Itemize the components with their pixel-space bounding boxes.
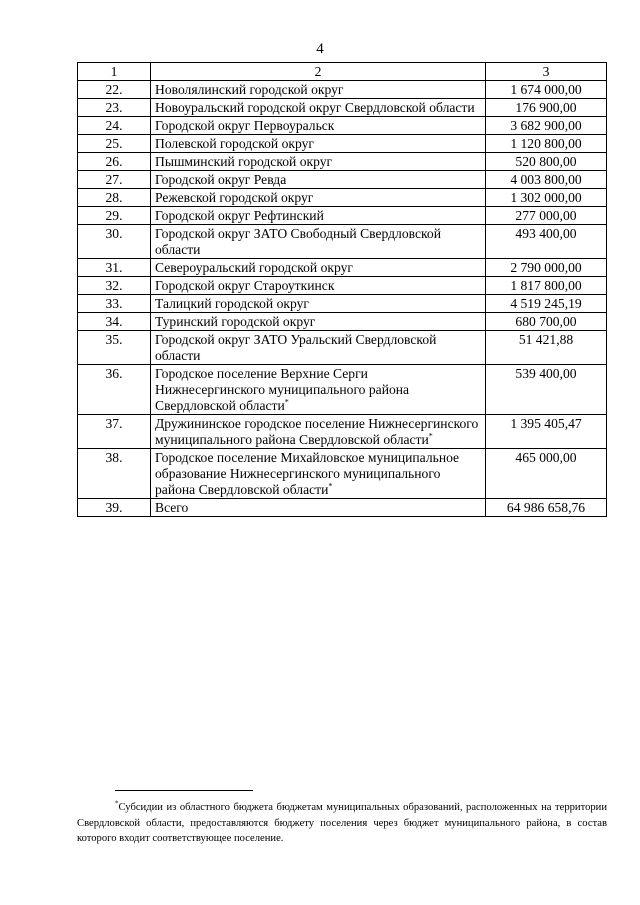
footnote-text: Субсидии из областного бюджета бюджетам муниципальных образований, расположенных на территории Свердловской области, предоставляются бюджету поселения через бюджет муниципального района, в состав которого входит соответствующее поселение. bbox=[77, 802, 607, 844]
footnote-mark: * bbox=[115, 799, 119, 808]
row-number: 27. bbox=[78, 171, 151, 189]
subsidy-amount: 1 120 800,00 bbox=[486, 135, 607, 153]
municipality-name-cell bbox=[151, 365, 486, 415]
municipality-name-cell bbox=[151, 189, 486, 207]
footnote-reference-mark: * bbox=[284, 397, 289, 407]
table-row bbox=[78, 81, 607, 99]
footnote-reference-mark: * bbox=[428, 431, 433, 441]
municipality-name: Городской округ Рефтинский bbox=[155, 208, 324, 223]
table-row bbox=[78, 259, 607, 277]
municipality-name: Режевской городской округ bbox=[155, 190, 314, 205]
subsidy-amount: 680 700,00 bbox=[486, 313, 607, 331]
table-row bbox=[78, 277, 607, 295]
row-number: 29. bbox=[78, 207, 151, 225]
subsidy-amount: 1 302 000,00 bbox=[486, 189, 607, 207]
municipality-name: Всего bbox=[155, 500, 189, 515]
subsidy-amount: 1 674 000,00 bbox=[486, 81, 607, 99]
municipality-name: Талицкий городской округ bbox=[155, 296, 309, 311]
table-row bbox=[78, 189, 607, 207]
table-row bbox=[78, 135, 607, 153]
table-row bbox=[78, 449, 607, 499]
table-row bbox=[78, 331, 607, 365]
municipality-name-cell bbox=[151, 99, 486, 117]
municipality-name: Североуральский городской округ bbox=[155, 260, 353, 275]
subsidy-amount: 4 519 245,19 bbox=[486, 295, 607, 313]
municipality-name: Новоуральский городской округ Свердловской области bbox=[155, 100, 475, 115]
municipality-name: Полевской городской округ bbox=[155, 136, 314, 151]
row-number: 34. bbox=[78, 313, 151, 331]
municipality-name: Городской округ Староуткинск bbox=[155, 278, 335, 293]
table-row bbox=[78, 295, 607, 313]
municipality-name: Городской округ ЗАТО Уральский Свердловской области bbox=[155, 332, 437, 363]
row-number: 22. bbox=[78, 81, 151, 99]
municipality-name: Новолялинский городской округ bbox=[155, 82, 344, 97]
table-header-row bbox=[78, 63, 607, 81]
subsidy-amount: 465 000,00 bbox=[486, 449, 607, 499]
table-row bbox=[78, 171, 607, 189]
subsidy-amount: 3 682 900,00 bbox=[486, 117, 607, 135]
municipality-name: Дружининское городское поселение Нижнесергинского муниципального района Свердловской области bbox=[155, 416, 479, 447]
subsidy-amount: 520 800,00 bbox=[486, 153, 607, 171]
row-number: 28. bbox=[78, 189, 151, 207]
footnote bbox=[77, 800, 607, 847]
subsidy-amount: 176 900,00 bbox=[486, 99, 607, 117]
subsidy-amount: 51 421,88 bbox=[486, 331, 607, 365]
municipality-name-cell bbox=[151, 225, 486, 259]
municipality-name-cell bbox=[151, 117, 486, 135]
table-row bbox=[78, 415, 607, 449]
municipality-name-cell bbox=[151, 207, 486, 225]
subsidy-amount: 277 000,00 bbox=[486, 207, 607, 225]
row-number: 30. bbox=[78, 225, 151, 259]
subsidy-amount: 539 400,00 bbox=[486, 365, 607, 415]
column-header-3: 3 bbox=[486, 63, 607, 81]
row-number: 25. bbox=[78, 135, 151, 153]
row-number: 35. bbox=[78, 331, 151, 365]
subsidy-amount: 1 395 405,47 bbox=[486, 415, 607, 449]
municipality-name-cell bbox=[151, 331, 486, 365]
subsidy-amount: 64 986 658,76 bbox=[486, 499, 607, 517]
municipality-name: Городское поселение Михайловское муниципальное образование Нижнесергинского муниципального района Свердловской области bbox=[155, 450, 460, 497]
municipality-name-cell bbox=[151, 171, 486, 189]
municipality-name-cell bbox=[151, 499, 486, 517]
municipality-name-cell bbox=[151, 153, 486, 171]
municipality-name-cell bbox=[151, 259, 486, 277]
municipality-name: Пышминский городской округ bbox=[155, 154, 333, 169]
subsidy-amount: 1 817 800,00 bbox=[486, 277, 607, 295]
municipality-name-cell bbox=[151, 81, 486, 99]
municipality-name-cell bbox=[151, 449, 486, 499]
row-number: 37. bbox=[78, 415, 151, 449]
subsidy-amount: 493 400,00 bbox=[486, 225, 607, 259]
municipality-name-cell bbox=[151, 295, 486, 313]
table-row bbox=[78, 207, 607, 225]
subsidy-amount: 2 790 000,00 bbox=[486, 259, 607, 277]
table-body bbox=[78, 63, 607, 517]
row-number: 36. bbox=[78, 365, 151, 415]
row-number: 39. bbox=[78, 499, 151, 517]
row-number: 32. bbox=[78, 277, 151, 295]
municipality-name: Городской округ ЗАТО Свободный Свердловской области bbox=[155, 226, 441, 257]
municipality-name-cell bbox=[151, 313, 486, 331]
table-row bbox=[78, 99, 607, 117]
subsidy-table bbox=[77, 62, 607, 517]
table-row bbox=[78, 117, 607, 135]
table-row bbox=[78, 225, 607, 259]
row-number: 38. bbox=[78, 449, 151, 499]
row-number: 23. bbox=[78, 99, 151, 117]
row-number: 33. bbox=[78, 295, 151, 313]
footnote-separator bbox=[115, 790, 253, 791]
row-number: 31. bbox=[78, 259, 151, 277]
table-row bbox=[78, 153, 607, 171]
municipality-name-cell bbox=[151, 277, 486, 295]
row-number: 24. bbox=[78, 117, 151, 135]
municipality-name: Городское поселение Верхние Серги Нижнесергинского муниципального района Свердловской области bbox=[155, 366, 410, 413]
row-number: 26. bbox=[78, 153, 151, 171]
municipality-name: Туринский городской округ bbox=[155, 314, 316, 329]
subsidy-amount: 4 003 800,00 bbox=[486, 171, 607, 189]
municipality-name-cell bbox=[151, 415, 486, 449]
table-row bbox=[78, 313, 607, 331]
footnote-reference-mark: * bbox=[328, 481, 333, 491]
column-header-2: 2 bbox=[151, 63, 486, 81]
page-number: 4 bbox=[316, 41, 324, 57]
table-row bbox=[78, 365, 607, 415]
column-header-1: 1 bbox=[78, 63, 151, 81]
municipality-name: Городской округ Первоуральск bbox=[155, 118, 335, 133]
municipality-name-cell bbox=[151, 135, 486, 153]
municipality-name: Городской округ Ревда bbox=[155, 172, 287, 187]
table-row bbox=[78, 499, 607, 517]
